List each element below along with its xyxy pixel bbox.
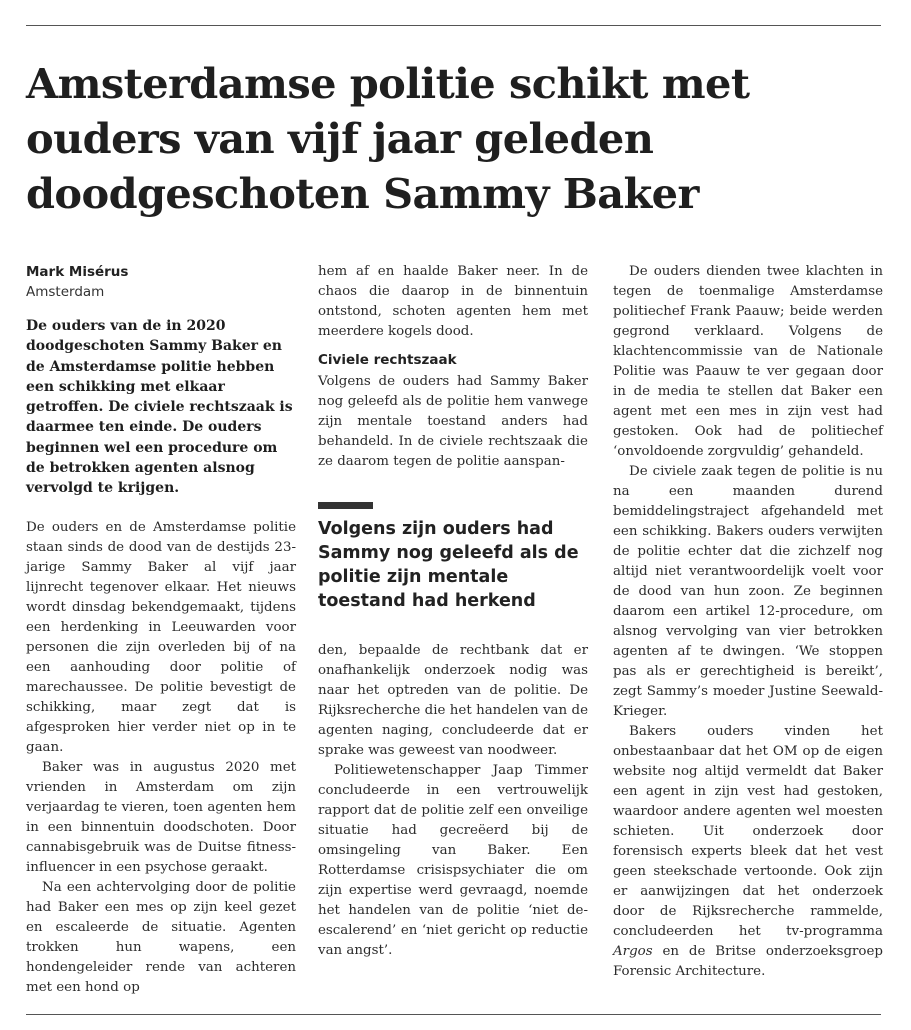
pull-quote-block — [318, 502, 588, 613]
body-paragraph: De ouders dienden twee klachten in tegen de toenmalige Amsterdamse politiechef Frank Paauw; beide werden gegrond verklaard. Volgens de klachtencommissie van de Nationale Politie was Paauw te ver gegaan door in de media te stellen dat Baker een agent met een mes in zijn vest had gestoken. Ook had de politiechef ‘onvoldoende zorgvuldig’ gehandeld. — [613, 264, 883, 459]
headline: Amsterdamse politie schikt met ouders van vijf jaar geleden doodgeschoten Sammy Baker — [26, 59, 750, 218]
subheading: Civiele rechtszaak — [318, 352, 457, 368]
column-3 — [613, 262, 883, 982]
top-rule — [26, 25, 881, 26]
body-paragraph: Baker was in augustus 2020 met vrienden in Amsterdam om zijn verjaardag te vieren, toen agenten hem in een binnentuin doodschoten. Door cannabisgebruik was de Duitse fitness-influencer in een psychose geraakt. — [26, 759, 296, 875]
column-2 — [318, 262, 588, 961]
pull-quote: Volgens zijn ouders had Sammy nog geleefd als de politie zijn mentale toestand had herkend — [318, 519, 579, 611]
body-paragraph: Volgens de ouders had Sammy Baker nog geleefd als de politie hem vanwege zijn mentale toestand anders had behandeld. In de civiele rechtszaak die ze daarom tegen de politie aanspan- — [318, 374, 588, 469]
body-paragraph: Na een achtervolging door de politie had Baker een mes op zijn keel gezet en escaleerde de situatie. Agenten trokken hun wapens, een hondengeleider rende van achteren met een hond op — [26, 879, 296, 995]
pull-quote-bar — [318, 502, 373, 509]
body-paragraph: Politiewetenschapper Jaap Timmer concludeerde in een vertrouwelijk rapport dat de politie zelf een onveilige situatie had gecreëerd bij de omsingeling van Baker. Een Rotterdamse crisispsychiater die om zijn expertise werd gevraagd, noemde het handelen van de politie ‘niet de-escalerend’ en ‘niet gericht op reductie van angst’. — [318, 763, 588, 958]
body-paragraph-continued: hem af en haalde Baker neer. In de chaos die daarop in de binnentuin ontstond, schoten agenten hem met meerdere kogels dood. — [318, 264, 588, 339]
body-paragraph: De ouders en de Amsterdamse politie staan sinds de dood van de destijds 23-jarige Sammy Baker al vijf jaar lijnrecht tegenover elkaar. Het nieuws wordt dinsdag bekendgemaakt, tijdens een herdenking in Leeuwarden voor personen die zijn overleden bij of na een aanhouding door politie of marechaussee. De politie bevestigt de schikking, maar zegt dat is afgesproken hier verder niet op in te gaan. — [26, 519, 296, 755]
program-name: Argos — [613, 944, 653, 959]
bottom-rule — [26, 1014, 881, 1015]
author-name: Mark Misérus — [26, 264, 129, 280]
lead-paragraph: De ouders van de in 2020 doodgeschoten Sammy Baker en de Amsterdamse politie hebben een schikking met elkaar getroffen. De civiele rechtszaak is daarmee ten einde. De ouders beginnen wel een procedure om de betrokken agenten alsnog vervolgd te krijgen. — [26, 318, 293, 497]
author-location: Amsterdam — [26, 284, 105, 300]
body-paragraph-continued: den, bepaalde de rechtbank dat er onafhankelijk onderzoek nodig was naar het optreden van de politie. De Rijksrecherche die het handelen van de agenten naging, concludeerde dat er sprake was geweest van noodweer. — [318, 643, 588, 758]
body-paragraph: De civiele zaak tegen de politie is nu na een maanden durend bemiddelingstraject afgehandeld met een schikking. Bakers ouders verwijten de politie echter dat die zichzelf nog altijd niet verantwoordelijk voelt voor de dood van hun zoon. Ze beginnen daarom een artikel 12-procedure, om alsnog vervolging van vier betrokken agenten af te dwingen. ‘We stoppen pas als er gerechtigheid is bereikt’, zegt Sammy’s moeder Justine Seewald-Krieger. — [613, 464, 883, 719]
column-1 — [26, 262, 296, 998]
body-paragraph — [613, 722, 883, 982]
body-text: Bakers ouders vinden het onbestaanbaar dat het OM op de eigen website nog altijd vermeldt dat Baker een agent in zijn vest had gestoken, waardoor andere agenten wel moesten schieten. Uit onderzoek door forensisch experts bleek dat het vest geen steekschade vertoonde. Ook zijn er aanwijzingen dat het onderzoek door de Rijksrecherche rammelde, concludeerden het tv-programma — [613, 724, 883, 939]
body-text: en de Britse onderzoeksgroep Forensic Architecture. — [613, 944, 883, 979]
